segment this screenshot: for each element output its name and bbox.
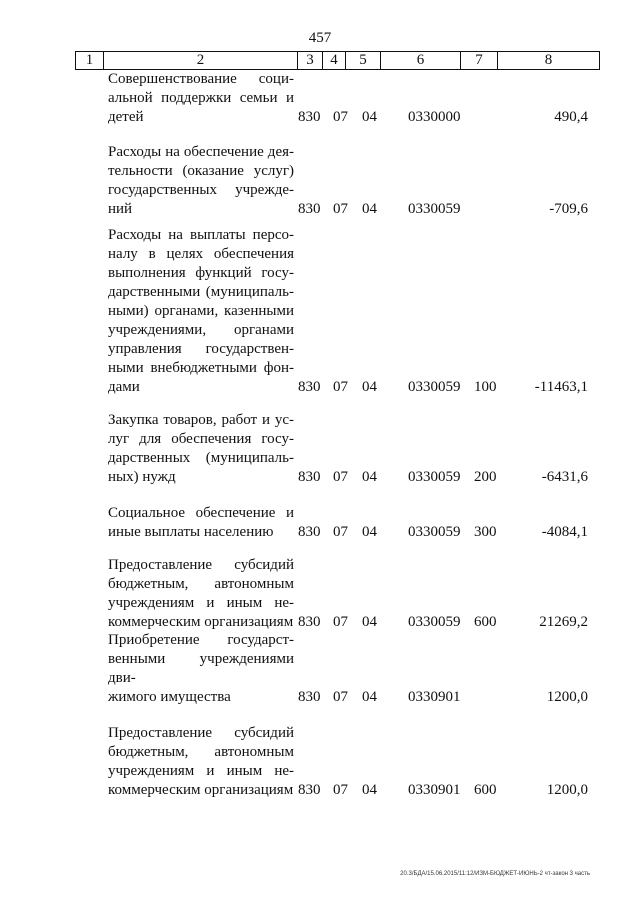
- cell-c5: 04: [362, 201, 377, 217]
- row-description: [108, 631, 294, 707]
- cell-c7: 200: [474, 469, 497, 485]
- cell-c3: 830: [298, 469, 321, 485]
- cell-c6: 0330901: [408, 782, 461, 798]
- description-line: учреждениям и иным не-: [108, 595, 294, 611]
- description-line: тельности (оказание услуг): [108, 163, 294, 179]
- description-line: ний: [108, 201, 133, 217]
- cell-c8: 1200,0: [546, 782, 588, 798]
- cell-c3: 830: [298, 689, 321, 705]
- description-line: дарственных (муниципаль-: [108, 450, 294, 466]
- cell-c3: 830: [298, 109, 321, 125]
- cell-c8: 1200,0: [546, 689, 588, 705]
- cell-c3: 830: [298, 524, 321, 540]
- description-line: Приобретение государст-: [108, 632, 294, 648]
- row-description: [108, 226, 294, 397]
- cell-c4: 07: [333, 524, 348, 540]
- description-line: бюджетным, автономным: [108, 744, 294, 760]
- cell-c6: 0330901: [408, 689, 461, 705]
- cell-c6: 0330059: [408, 201, 461, 217]
- row-description: [108, 724, 294, 800]
- row-description: [108, 143, 294, 219]
- description-line: дами: [108, 379, 140, 395]
- description-line: жимого имущества: [108, 689, 231, 705]
- description-line: коммерческим организациям: [108, 782, 294, 798]
- cell-c6: 0330000: [408, 109, 461, 125]
- description-line: налу в целях обеспечения: [108, 246, 294, 262]
- cell-c3: 830: [298, 379, 321, 395]
- cell-c5: 04: [362, 782, 377, 798]
- description-line: Социальное обеспечение и: [108, 505, 294, 521]
- cell-c4: 07: [333, 614, 348, 630]
- page-number: 457: [308, 30, 332, 46]
- cell-c7: 100: [474, 379, 497, 395]
- cell-c4: 07: [333, 379, 348, 395]
- description-line: Расходы на обеспечение дея-: [108, 144, 294, 160]
- table-row: [0, 70, 640, 127]
- row-description: [108, 70, 294, 127]
- cell-c5: 04: [362, 524, 377, 540]
- header-col-5: 5: [346, 52, 381, 69]
- cell-c6: 0330059: [408, 614, 461, 630]
- cell-c8: -4084,1: [541, 524, 588, 540]
- cell-c5: 04: [362, 469, 377, 485]
- description-line: Предоставление субсидий: [108, 725, 294, 741]
- description-line: Расходы на выплаты персо-: [108, 227, 294, 243]
- cell-c4: 07: [333, 201, 348, 217]
- header-col-2: 2: [104, 52, 298, 69]
- cell-c7: 600: [474, 782, 497, 798]
- cell-c5: 04: [362, 109, 377, 125]
- row-description: [108, 411, 294, 487]
- cell-c4: 07: [333, 109, 348, 125]
- description-line: бюджетным, автономным: [108, 576, 294, 592]
- description-line: государственных учрежде-: [108, 182, 294, 198]
- header-col-8: 8: [544, 52, 553, 68]
- cell-c3: 830: [298, 614, 321, 630]
- description-line: управления государствен-: [108, 341, 294, 357]
- description-line: луг для обеспечения госу-: [108, 431, 294, 447]
- row-description: [108, 556, 294, 632]
- cell-c7: 600: [474, 614, 497, 630]
- cell-c5: 04: [362, 614, 377, 630]
- description-line: детей: [108, 109, 144, 125]
- description-line: ных) нужд: [108, 469, 176, 485]
- description-line: коммерческим организациям: [108, 614, 294, 630]
- cell-c7: 300: [474, 524, 497, 540]
- table-row: [0, 504, 640, 542]
- description-line: Предоставление субсидий: [108, 557, 294, 573]
- header-col-3: 3: [298, 52, 323, 69]
- description-line: дарственными (муниципаль-: [108, 284, 294, 300]
- cell-c6: 0330059: [408, 524, 461, 540]
- cell-c8: -6431,6: [541, 469, 588, 485]
- cell-c6: 0330059: [408, 469, 461, 485]
- table-row: [0, 411, 640, 487]
- row-description: [108, 504, 294, 542]
- cell-c3: 830: [298, 201, 321, 217]
- description-line: венными учреждениями дви-: [108, 651, 294, 686]
- description-line: учреждениями, органами: [108, 322, 294, 338]
- cell-c5: 04: [362, 689, 377, 705]
- description-line: ными) органами, казенными: [108, 303, 294, 319]
- footer-code: 20.3/БДА/15.06.2015/11:12/ИЗМ-БЮДЖЕТ-ИЮНЬ-2 чт-закон 3 часть: [400, 871, 590, 877]
- cell-c6: 0330059: [408, 379, 461, 395]
- description-line: Совершенствование соци-: [108, 71, 294, 87]
- description-line: выполнения функций госу-: [108, 265, 294, 281]
- cell-c8: 490,4: [554, 109, 588, 125]
- header-col-6: 6: [381, 52, 461, 69]
- description-line: Закупка товаров, работ и ус-: [108, 412, 294, 428]
- table-row: [0, 143, 640, 219]
- table-row: [0, 724, 640, 800]
- cell-c8: -709,6: [549, 201, 588, 217]
- description-line: альной поддержки семьи и: [108, 90, 294, 106]
- table-row: [0, 556, 640, 632]
- table-header: [75, 51, 600, 70]
- cell-c4: 07: [333, 469, 348, 485]
- description-line: ными внебюджетными фон-: [108, 360, 294, 376]
- cell-c4: 07: [333, 782, 348, 798]
- cell-c8: -11463,1: [534, 379, 588, 395]
- cell-c8: 21269,2: [539, 614, 588, 630]
- description-line: учреждениям и иным не-: [108, 763, 294, 779]
- header-col-4: 4: [323, 52, 346, 69]
- description-line: иные выплаты населению: [108, 524, 274, 540]
- cell-c4: 07: [333, 689, 348, 705]
- table-row: [0, 226, 640, 397]
- header-col-7: 7: [461, 52, 498, 69]
- table-row: [0, 632, 640, 707]
- header-col-1: 1: [76, 52, 104, 69]
- cell-c3: 830: [298, 782, 321, 798]
- cell-c5: 04: [362, 379, 377, 395]
